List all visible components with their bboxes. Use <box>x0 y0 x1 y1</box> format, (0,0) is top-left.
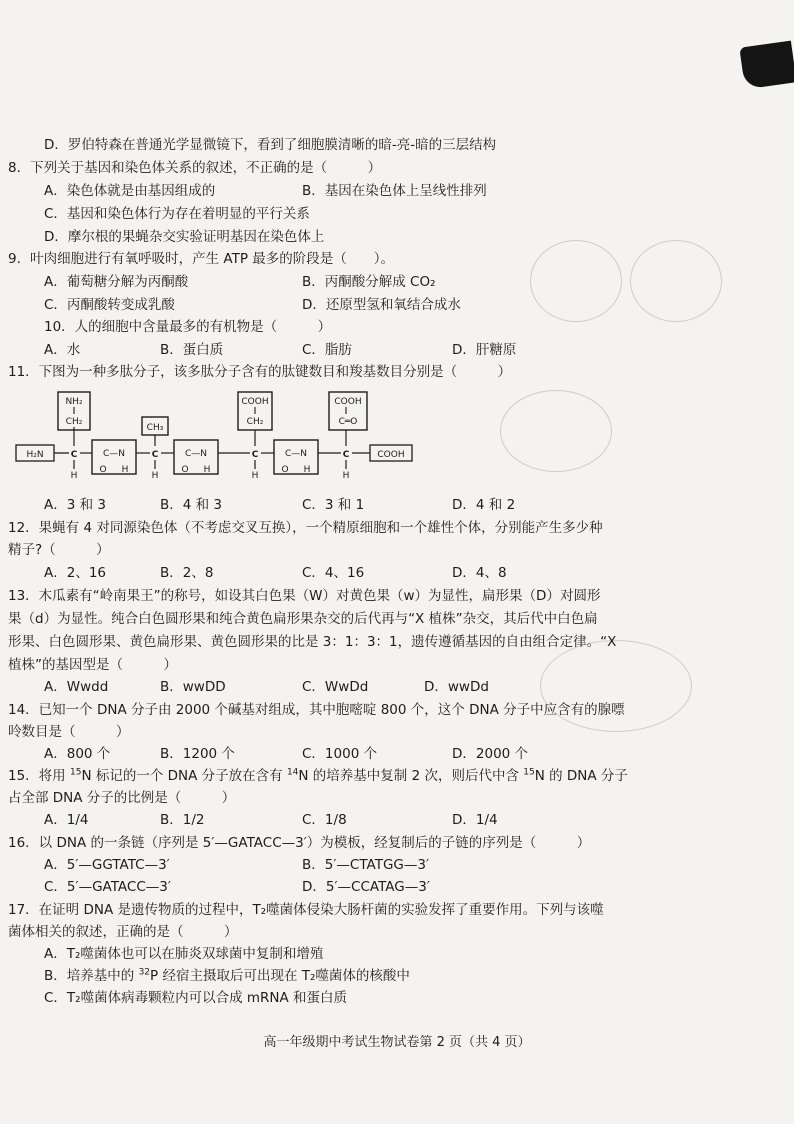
q17-option-a: A．T₂噬菌体也可以在肺炎双球菌中复制和增殖 <box>44 946 324 962</box>
q11-option-c: C．3 和 1 <box>302 497 365 513</box>
q14-option-b: B．1200 个 <box>160 746 235 762</box>
q7-option-d: D．罗伯特森在普通光学显微镜下，看到了细胞膜清晰的暗-亮-暗的三层结构 <box>44 137 497 153</box>
q11-stem: 11．下图为一种多肽分子，该多肽分子含有的肽键数目和羧基数目分别是（ ） <box>8 364 512 380</box>
q14-option-c: C．1000 个 <box>302 746 378 762</box>
peptide-o-3: O <box>281 465 289 475</box>
q15-sup-15a: 15 <box>69 767 82 778</box>
q11-option-b: B．4 和 3 <box>160 497 223 513</box>
q16-option-c: C．5′—GATACC—3′ <box>44 879 171 895</box>
q9-option-b: B．丙酮酸分解成 CO₂ <box>302 274 436 290</box>
q15-stem-line2: 占全部 DNA 分子的比例是（ ） <box>8 790 236 806</box>
alpha-h-1: H <box>70 471 78 481</box>
cooh-label-1: COOH <box>241 397 269 407</box>
q12-option-b: B．2、8 <box>160 565 214 581</box>
q10-option-d: D．肝糖原 <box>452 342 517 358</box>
terminal-cooh-label: COOH <box>377 450 405 460</box>
q15-text-b: N 标记的一个 DNA 分子放在含有 <box>81 768 287 784</box>
q12-option-a: A．2、16 <box>44 565 107 581</box>
ch2-label-2: CH₂ <box>246 417 264 427</box>
q13-option-d: D．wwDd <box>424 679 489 695</box>
q14-stem-line1: 14．已知一个 DNA 分子由 2000 个碱基对组成，其中胞嘧啶 800 个，这个 DNA 分子中应含有的腺嘌 <box>8 702 625 718</box>
ch2-label-1: CH₂ <box>65 417 83 427</box>
q12-option-d: D．4、8 <box>452 565 507 581</box>
q17-option-b <box>44 967 410 985</box>
q15-sup-14: 14 <box>286 767 299 778</box>
q16-stem: 16．以 DNA 的一条链（序列是 5′—GATACC—3′）为模板，经复制后的子链的序列是（ ） <box>8 835 591 851</box>
peptide-h-1: H <box>121 465 129 475</box>
q13-stem-line4: 植株”的基因型是（ ） <box>8 657 177 673</box>
q13-stem-line3: 形果、白色圆形果、黄色扁形果、黄色圆形果的比是 3：1：3：1，遗传遵循基因的自由组合定律。“X <box>8 634 617 650</box>
bleed-through-circle <box>530 240 622 322</box>
scan-tape-mark <box>739 41 794 90</box>
q15-option-d: D．1/4 <box>452 812 498 828</box>
q15-option-c: C．1/8 <box>302 812 347 828</box>
q12-option-c: C．4、16 <box>302 565 365 581</box>
page-footer: 高一年级期中考试生物试卷第 2 页（共 4 页） <box>263 1035 531 1050</box>
alpha-h-4: H <box>342 471 350 481</box>
q9-option-d: D．还原型氢和氧结合成水 <box>302 297 461 313</box>
bleed-through-circle <box>500 390 612 472</box>
q8-option-d: D．摩尔根的果蝇杂交实验证明基因在染色体上 <box>44 229 325 245</box>
alpha-carbon-3: C <box>251 450 259 460</box>
q17-stem-line1: 17．在证明 DNA 是遗传物质的过程中，T₂噬菌体侵染大肠杆菌的实验发挥了重要作用。下列与该噬 <box>8 902 604 918</box>
peptide-o-2: O <box>181 465 189 475</box>
q13-option-c: C．WwDd <box>302 679 369 695</box>
q17-b-sup-32: 32 <box>138 967 151 978</box>
q13-option-b: B．wwDD <box>160 679 226 695</box>
q8-option-c: C．基因和染色体行为存在着明显的平行关系 <box>44 206 310 222</box>
q8-option-a: A．染色体就是由基因组成的 <box>44 183 216 199</box>
q11-option-d: D．4 和 2 <box>452 497 516 513</box>
peptide-h-2: H <box>203 465 211 475</box>
h2n-label: H₂N <box>26 450 44 460</box>
c-double-o-label: C═O <box>338 417 358 427</box>
alpha-carbon-1: C <box>70 450 78 460</box>
q17-option-c: C．T₂噬菌体病毒颗粒内可以合成 mRNA 和蛋白质 <box>44 990 348 1006</box>
bleed-through-circle <box>630 240 722 322</box>
q14-option-a: A．800 个 <box>44 746 111 762</box>
q10-option-b: B．蛋白质 <box>160 342 224 358</box>
q12-stem-line1: 12．果蝇有 4 对同源染色体（不考虑交叉互换），一个精原细胞和一个雄性个体，分别能产生多少种 <box>8 520 603 536</box>
q13-stem-line2: 果（d）为显性。纯合白色圆形果和纯合黄色扁形果杂交的后代再与“X 植株”杂交，其后代中白色扁 <box>8 611 598 627</box>
peptide-bond-1: C—N <box>102 449 126 459</box>
q17-b-text-a: B．培养基中的 <box>44 968 139 984</box>
peptide-bond-2: C—N <box>184 449 208 459</box>
q12-stem-line2: 精子?（ ） <box>8 542 110 558</box>
q15-sup-15b: 15 <box>523 767 535 778</box>
peptide-h-3: H <box>303 465 311 475</box>
peptide-bond-3: C—N <box>284 449 308 459</box>
q16-option-a: A．5′—GGTATC—3′ <box>44 857 170 873</box>
alpha-h-2: H <box>151 471 159 481</box>
q9-stem: 9．叶肉细胞进行有氧呼吸时，产生 ATP 最多的阶段是（ ）。 <box>8 251 394 267</box>
q16-option-d: D．5′—CCATAG—3′ <box>302 879 430 895</box>
q17-b-text-b: P 经宿主摄取后可出现在 T₂噬菌体的核酸中 <box>150 968 410 984</box>
q15-option-a: A．1/4 <box>44 812 89 828</box>
q15-option-b: B．1/2 <box>160 812 205 828</box>
q14-stem-line2: 呤数目是（ ） <box>8 724 130 740</box>
alpha-carbon-4: C <box>342 450 350 460</box>
q13-option-a: A．Wwdd <box>44 679 109 695</box>
peptide-o-1: O <box>99 465 107 475</box>
q13-stem-line1: 13．木瓜素有“岭南果王”的称号，如设其白色果（W）对黄色果（w）为显性，扁形果（D）对圆形 <box>8 588 601 604</box>
q15-text-d: N 的 DNA 分子 <box>534 768 628 784</box>
q10-option-a: A．水 <box>44 342 81 358</box>
nh2-label: NH₂ <box>65 397 83 407</box>
alpha-h-3: H <box>251 471 259 481</box>
q11-option-a: A．3 和 3 <box>44 497 106 513</box>
cooh-label-2: COOH <box>334 397 362 407</box>
alpha-carbon-2: C <box>151 450 159 460</box>
q15-text-c: N 的培养基中复制 2 次，则后代中含 <box>298 768 524 784</box>
q17-stem-line2: 菌体相关的叙述，正确的是（ ） <box>8 924 238 940</box>
q14-option-d: D．2000 个 <box>452 746 529 762</box>
q9-option-a: A．葡萄糖分解为丙酮酸 <box>44 274 189 290</box>
q8-stem: 8．下列关于基因和染色体关系的叙述，不正确的是（ ） <box>8 160 382 176</box>
q9-option-c: C．丙酮酸转变成乳酸 <box>44 297 175 313</box>
q16-option-b: B．5′—CTATGG—3′ <box>302 857 430 873</box>
q15-text-a: 15．将用 <box>8 768 70 784</box>
q10-option-c: C．脂肪 <box>302 342 352 358</box>
q8-option-b: B．基因在染色体上呈线性排列 <box>302 183 487 199</box>
q15-stem-line1 <box>8 767 628 785</box>
q10-stem: 10．人的细胞中含量最多的有机物是（ ） <box>44 319 332 335</box>
polypeptide-structure-diagram <box>14 388 444 486</box>
ch3-label: CH₃ <box>146 423 164 433</box>
